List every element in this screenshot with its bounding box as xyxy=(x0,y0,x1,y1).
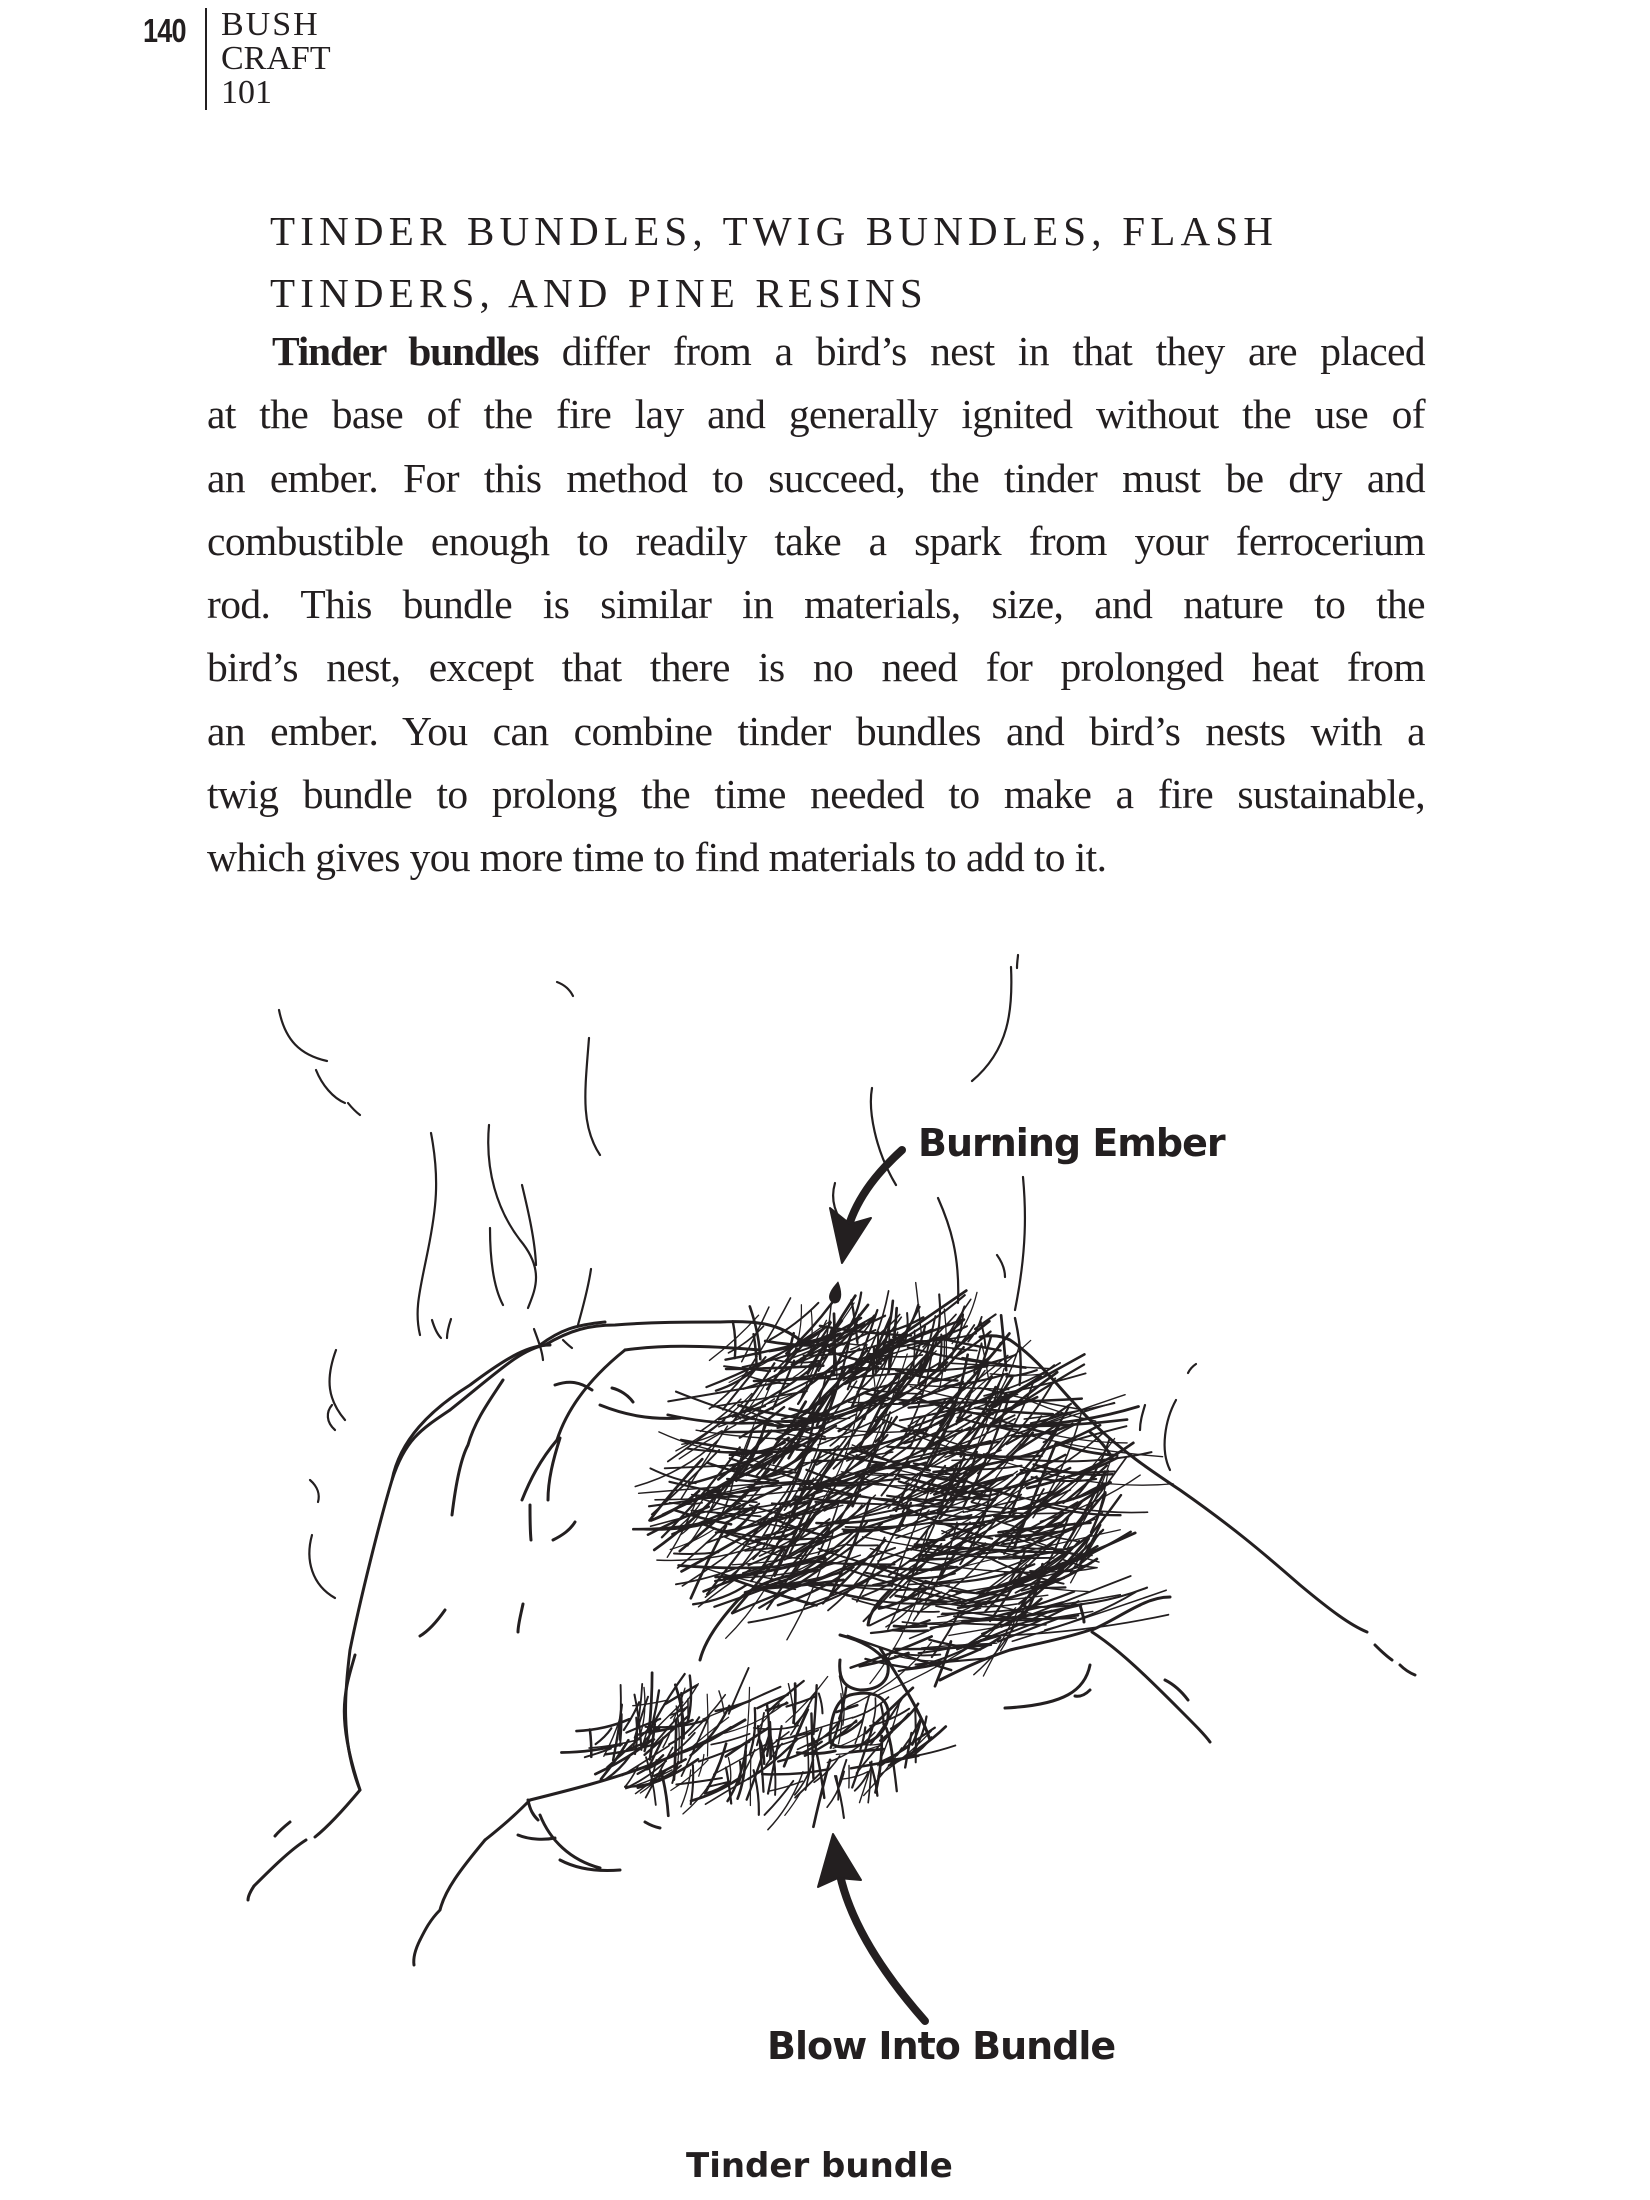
paragraph-line: which gives you more time to find materials to add to it. xyxy=(207,834,1107,881)
tinder-strand xyxy=(703,1711,724,1720)
tinder-strand xyxy=(650,1468,695,1483)
paragraph-line: at the base of the fire lay and generally ignited without the use of xyxy=(207,391,1425,438)
tinder-strand xyxy=(590,1730,591,1757)
ember-icon xyxy=(830,1282,841,1303)
tinder-strand xyxy=(770,1722,771,1759)
book-title-line: BUSH xyxy=(221,6,320,43)
tinder-strand xyxy=(873,1347,874,1374)
paragraph-line: bird’s nest, except that there is no need for prolonged heat from xyxy=(207,644,1425,691)
tinder-strand xyxy=(596,1728,612,1744)
tinder-strand xyxy=(873,1698,875,1722)
tinder-strand xyxy=(693,1584,747,1604)
tinder-strand xyxy=(754,1770,759,1815)
tinder-strand xyxy=(750,1708,755,1755)
heading-line: TINDER BUNDLES, TWIG BUNDLES, FLASH xyxy=(270,208,1279,254)
tinder-strand xyxy=(754,1334,757,1368)
label-blow-into-bundle: Blow Into Bundle xyxy=(767,2024,1116,2068)
paragraph-line: twig bundle to prolong the time needed to make a fire sustainable, xyxy=(207,771,1425,818)
arrow-blow xyxy=(818,1834,925,2021)
page-number: 140 xyxy=(143,12,186,49)
paragraph-line: an ember. You can combine tinder bundles and bird’s nests with a xyxy=(207,707,1425,754)
tinder-strand xyxy=(750,1754,751,1806)
paragraph-line: combustible enough to readily take a spark from your ferrocerium xyxy=(207,517,1425,564)
tinder-strand xyxy=(811,1311,812,1337)
book-title-line: CRAFT xyxy=(221,40,331,77)
book-title-line: 101 xyxy=(221,74,272,111)
arrow-head-icon xyxy=(818,1834,861,1887)
tinder-strand xyxy=(739,1762,741,1784)
arrow-to-ember xyxy=(830,1150,902,1263)
tinder-strand xyxy=(905,1733,911,1767)
tinder-strand xyxy=(890,1652,940,1655)
tinder-fibers-lower xyxy=(561,1668,955,1830)
paragraph-line: rod. This bundle is similar in materials, size, and nature to the xyxy=(207,581,1425,628)
label-burning-ember: Burning Ember xyxy=(918,1121,1225,1165)
tinder-strand xyxy=(860,1727,865,1749)
tinder-strand xyxy=(768,1772,803,1830)
tinder-strand xyxy=(893,1630,928,1631)
tinder-strand xyxy=(811,1713,813,1778)
paragraph-line: an ember. For this method to succeed, the tinder must be dry and xyxy=(207,454,1425,501)
figure-caption: Tinder bundle xyxy=(686,2146,953,2186)
tinder-strand xyxy=(837,1705,858,1712)
tinder-strand xyxy=(819,1694,823,1714)
paragraph-line-text: differ from a bird’s nest in that they are placed xyxy=(538,328,1425,374)
left-hand xyxy=(248,1322,800,1965)
tinder-strand xyxy=(707,1694,708,1756)
heading-line: TINDERS, AND PINE RESINS xyxy=(270,270,928,316)
tinder-strand xyxy=(915,1706,916,1763)
tinder-strand xyxy=(668,1420,725,1462)
tinder-strand xyxy=(839,1760,846,1785)
lead-term: Tinder bundles xyxy=(272,328,539,374)
